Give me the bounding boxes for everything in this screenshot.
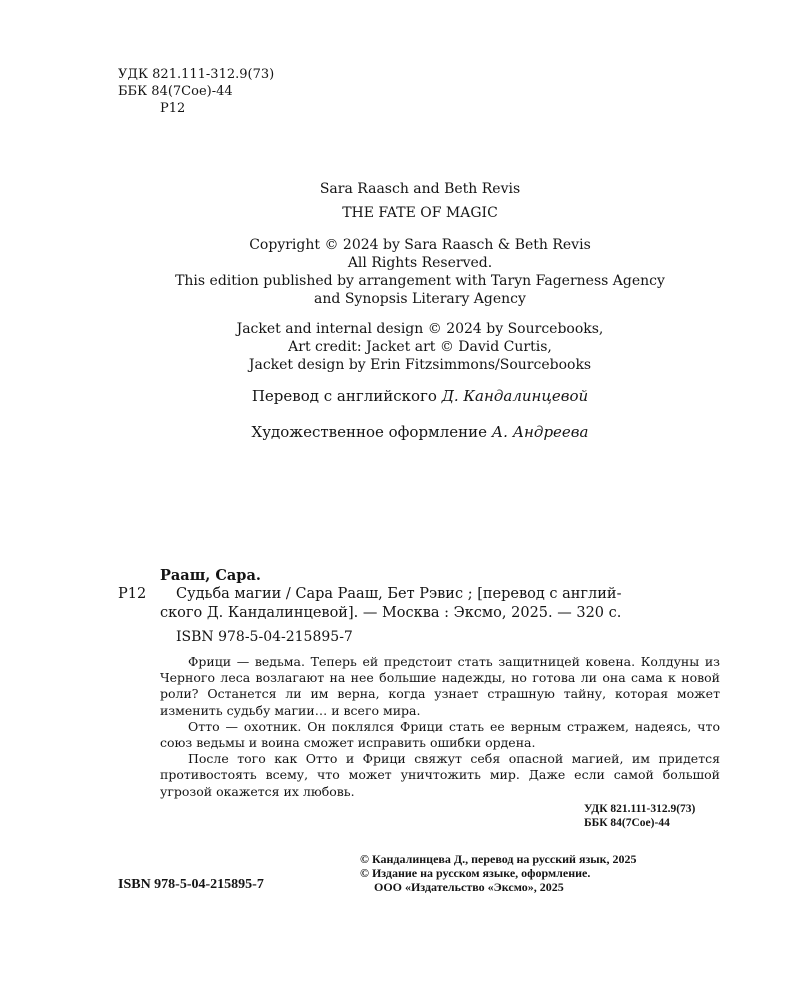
copyright-line: and Synopsis Literary Agency <box>314 291 526 307</box>
biblio-code: Р12 <box>118 586 147 602</box>
author-sign-code: Р12 <box>160 101 186 116</box>
copyright-line: All Rights Reserved. <box>347 255 493 271</box>
translation-credit <box>0 386 800 406</box>
udk-code-bottom: УДК 821.111-312.9(73) <box>584 803 696 815</box>
udk-code: УДК 821.111-312.9(73) <box>118 67 275 82</box>
design-credit-line: Jacket design by Erin Fitzsimmons/Sourcebooks <box>248 357 592 373</box>
biblio-line: Судьба магии / Сара Рааш, Бет Рэвис ; [перевод с англий- <box>176 586 622 602</box>
annotation-paragraph: Фрици — ведьма. Теперь ей предстоит стать защитницей ковена. Колдуны из Черного леса возлагают на нее большие надежды, но готова ли она сама к новой роли? Останется ли им верна, когда узнает страшную тайну, которая может изменить судьбу магии… и всего мира. <box>160 654 720 718</box>
footer-copyright-line: © Издание на русском языке, оформление. <box>360 866 591 880</box>
footer-isbn: ISBN 978-5-04-215895-7 <box>118 877 264 892</box>
copyright-line: Copyright © 2024 by Sara Raasch & Beth Revis <box>249 237 591 253</box>
design-credit-line: Jacket and internal design © 2024 by Sourcebooks, <box>236 321 604 337</box>
annotation-paragraph: После того как Отто и Фрици свяжут себя опасной магией, им придется противостоять всему, что может уничтожить мир. Даже если самой большой угрозой окажется их любовь. <box>160 751 720 799</box>
designer-name: А. Андреева <box>491 423 589 441</box>
design-credit-line: Art credit: Jacket art © David Curtis, <box>288 339 552 355</box>
original-title: THE FATE OF MAGIC <box>342 205 498 221</box>
design-credit <box>0 422 800 442</box>
bbk-code-bottom: ББК 84(7Сое)-44 <box>584 817 670 829</box>
copyright-line: This edition published by arrangement with Taryn Fagerness Agency <box>175 273 665 289</box>
footer-copyright-line: © Кандалинцева Д., перевод на русский язык, 2025 <box>360 852 637 866</box>
bbk-code: ББК 84(7Сое)-44 <box>118 84 233 99</box>
biblio-author-heading: Рааш, Сара. <box>160 567 261 584</box>
annotation <box>160 654 720 800</box>
original-authors: Sara Raasch and Beth Revis <box>319 181 521 197</box>
translation-label: Перевод с английского <box>251 387 437 405</box>
annotation-paragraph: Отто — охотник. Он поклялся Фрици стать ее верным стражем, надеясь, что союз ведьмы и воина сможет исправить ошибки ордена. <box>160 718 720 751</box>
translator-name: Д. Кандалинцевой <box>441 387 589 405</box>
design-label: Художественное оформление <box>251 423 488 441</box>
biblio-isbn: ISBN 978-5-04-215895-7 <box>176 629 353 645</box>
biblio-line: ского Д. Кандалинцевой]. — Москва : Эксмо, 2025. — 320 с. <box>160 605 622 621</box>
footer-copyright-line: ООО «Издательство «Эксмо», 2025 <box>374 880 564 894</box>
